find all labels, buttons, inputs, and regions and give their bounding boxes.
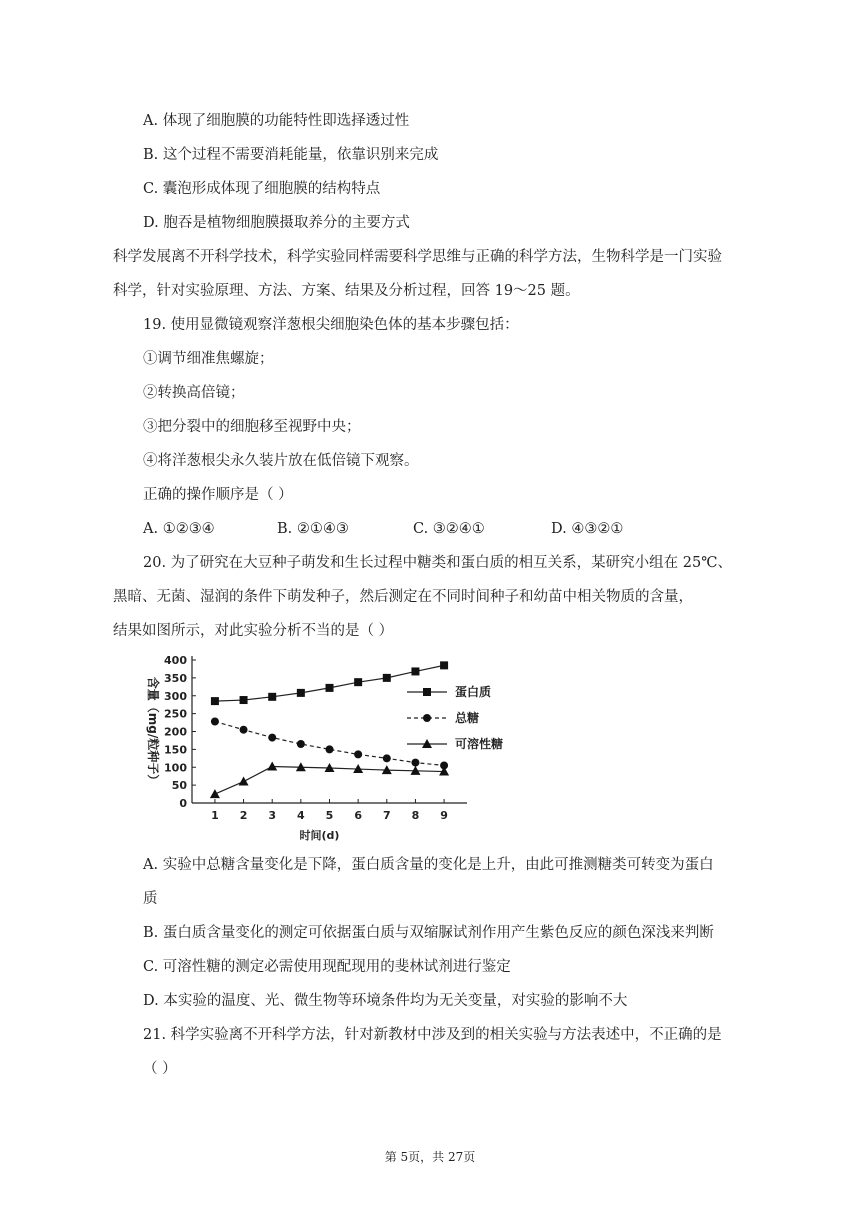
q19-option-c: C. ③②④① — [413, 521, 485, 537]
y-axis-label: 含量（mg/粒种子） — [146, 676, 160, 787]
page-footer: 第 5页，共 27页 — [384, 1150, 476, 1164]
data-point — [297, 689, 305, 697]
q19-step-4: ④将洋葱根尖永久装片放在低倍镜下观察。 — [143, 453, 419, 469]
legend-label: 可溶性糖 — [455, 737, 504, 751]
q19-stem: 19. 使用显微镜观察洋葱根尖细胞染色体的基本步骤包括： — [143, 317, 519, 333]
x-axis-label: 时间(d) — [299, 829, 340, 842]
x-tick-label: 8 — [411, 809, 420, 822]
x-tick-label: 6 — [354, 809, 362, 822]
q19-option-d: D. ④③②① — [551, 521, 624, 537]
q20-option-a: A. 实验中总糖含量变化是下降，蛋白质含量的变化是上升，由此可推测糖类可转变为蛋白 — [143, 857, 714, 873]
q21-stem: 21. 科学实验离不开科学方法，针对新教材中涉及到的相关实验与方法表述中，不正确的是 — [143, 1027, 722, 1043]
data-point — [354, 678, 362, 686]
q18-option-c: C. 囊泡形成体现了细胞膜的结构特点 — [143, 181, 381, 197]
q20-option-c: C. 可溶性糖的测定必需使用现配现用的斐林试剂进行鉴定 — [143, 959, 511, 975]
q19-step-1: ①调节细准焦螺旋； — [143, 351, 274, 367]
data-point — [240, 726, 248, 734]
x-tick-label: 4 — [297, 809, 305, 822]
x-tick-label: 3 — [268, 809, 277, 822]
y-tick-label: 350 — [164, 671, 187, 685]
q18-option-a: A. 体现了细胞膜的功能特性即选择透过性 — [143, 113, 410, 129]
legend-marker — [423, 688, 431, 696]
q19-step-3: ③把分裂中的细胞移至视野中央； — [143, 419, 361, 435]
q19-option-a: A. ①②③④ — [143, 521, 215, 537]
data-point — [211, 717, 219, 725]
data-point — [210, 789, 220, 798]
data-point — [211, 697, 219, 705]
y-tick-label: 0 — [179, 797, 187, 810]
q19-ask: 正确的操作顺序是（ ） — [143, 487, 293, 503]
y-tick-label: 400 — [164, 654, 187, 667]
data-point — [268, 693, 276, 701]
y-tick-label: 250 — [164, 707, 187, 721]
q20-stem-1: 20. 为了研究在大豆种子萌发和生长过程中糖类和蛋白质的相互关系，某研究小组在 25℃、 — [143, 555, 732, 571]
data-point — [239, 777, 249, 786]
x-tick-label: 5 — [325, 809, 334, 822]
x-tick-label: 1 — [211, 809, 219, 822]
q21-paren: （ ） — [143, 1061, 177, 1077]
data-point — [326, 745, 334, 753]
series-line-1 — [215, 665, 444, 701]
q19-step-2: ②转换高倍镜； — [143, 385, 245, 401]
q19-option-b: B. ②①④③ — [277, 521, 349, 537]
x-tick-label: 2 — [239, 809, 248, 822]
data-point — [297, 740, 305, 748]
q20-stem-2: 黑暗、无菌、湿润的条件下萌发种子，然后测定在不同时间种子和幼苗中相关物质的含量， — [113, 589, 693, 605]
q18-option-d: D. 胞吞是植物细胞膜摄取养分的主要方式 — [143, 215, 410, 231]
data-point — [354, 750, 362, 758]
x-tick-label: 9 — [440, 809, 448, 822]
legend-label: 总糖 — [455, 711, 480, 725]
data-point — [383, 754, 391, 762]
data-point — [326, 684, 334, 692]
y-tick-label: 200 — [164, 725, 187, 739]
intro-line-1: 科学发展离不开科学技术，科学实验同样需要科学思维与正确的科学方法，生物科学是一门实验 — [113, 249, 722, 265]
y-tick-label: 300 — [164, 689, 187, 703]
legend-marker — [423, 714, 431, 722]
data-point — [268, 734, 276, 742]
data-point — [383, 674, 391, 682]
data-point — [440, 661, 448, 669]
q18-option-b: B. 这个过程不需要消耗能量，依靠识别来完成 — [143, 147, 439, 163]
data-point — [411, 667, 419, 675]
y-tick-label: 150 — [164, 743, 187, 757]
x-tick-label: 7 — [382, 809, 391, 822]
legend-label: 蛋白质 — [455, 685, 492, 699]
q20-option-a-cont: 质 — [143, 891, 158, 907]
q20-option-b: B. 蛋白质含量变化的测定可依据蛋白质与双缩脲试剂作用产生紫色反应的颜色深浅来判断 — [143, 925, 714, 941]
content-chart — [135, 648, 515, 848]
y-tick-label: 50 — [171, 779, 187, 793]
data-point — [411, 759, 419, 767]
intro-line-2: 科学，针对实验原理、方法、方案、结果及分析过程，回答 19～25 题。 — [113, 283, 580, 299]
data-point — [240, 696, 248, 704]
y-tick-label: 100 — [164, 761, 187, 775]
q20-stem-3: 结果如图所示，对此实验分析不当的是（ ） — [113, 623, 394, 639]
q20-option-d: D. 本实验的温度、光、微生物等环境条件均为无关变量，对实验的影响不大 — [143, 993, 628, 1009]
